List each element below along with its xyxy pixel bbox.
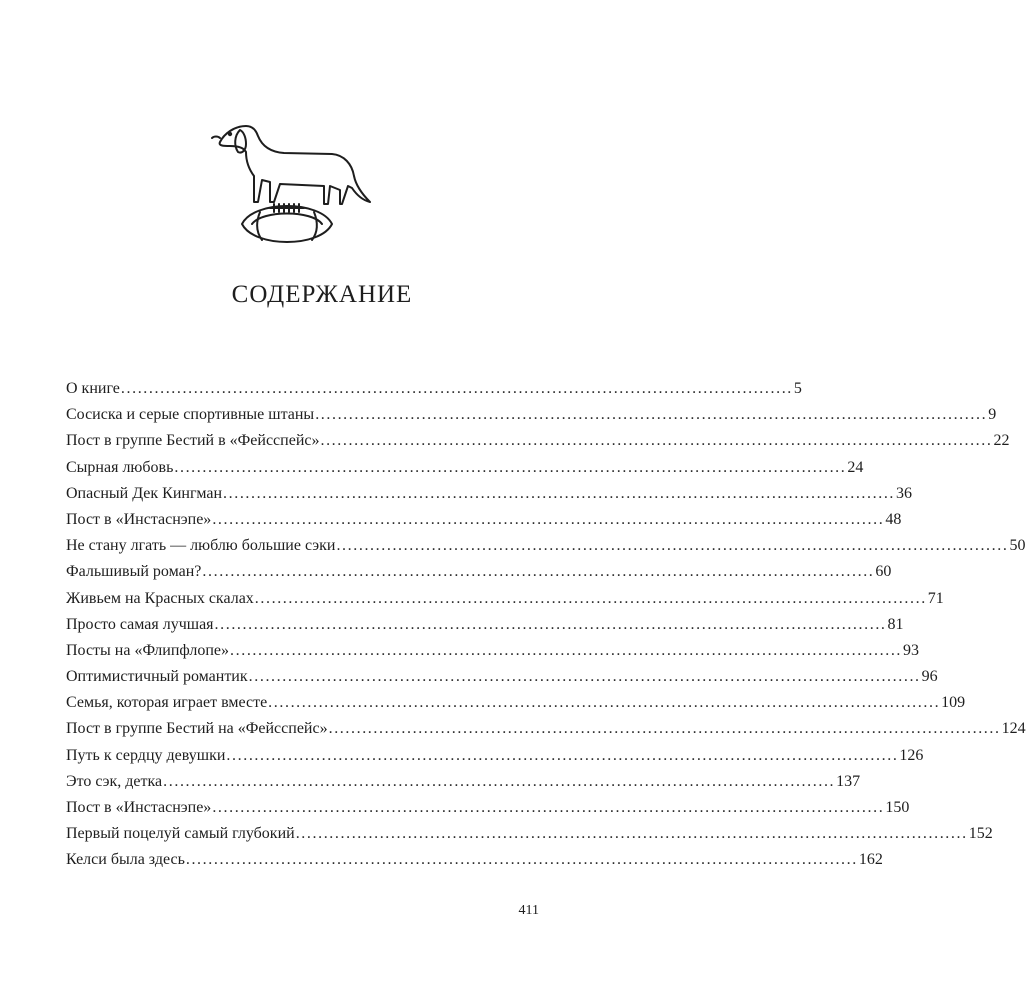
toc-dot-leader: ........................................................................................................................ — [212, 799, 885, 816]
toc-dot-leader: ........................................................................................................................ — [226, 746, 899, 764]
toc-entry-title: Семья, которая играет вместе — [66, 694, 268, 712]
toc-entry-page: 109 — [941, 694, 966, 712]
toc-entry[interactable] — [66, 769, 861, 795]
toc-entry-page: 60 — [875, 563, 892, 581]
toc-entry[interactable] — [66, 612, 904, 638]
toc-entry-title: Фальшивый роман? — [66, 563, 202, 581]
toc-entry-title: О книге — [66, 380, 120, 397]
toc-entry-title: Сосиска и серые спортивные штаны — [66, 406, 315, 424]
toc-entry[interactable] — [66, 690, 966, 716]
toc-dot-leader: ........................................................................................................................ — [230, 641, 903, 659]
toc-entry-title: Пост в «Инстаснэпе» — [66, 799, 212, 816]
toc-entry-title: Пост в группе Бестий в «Фейсспейс» — [66, 432, 320, 450]
page-title: СОДЕРЖАНИЕ — [231, 281, 413, 308]
toc-entry[interactable] — [66, 376, 802, 402]
toc-entry[interactable] — [66, 638, 920, 664]
toc-entry[interactable] — [66, 586, 944, 612]
toc-dot-leader: ........................................................................................................................ — [223, 484, 896, 502]
dachshund-on-football-icon — [204, 112, 370, 274]
toc-dot-leader: ........................................................................................................................ — [202, 563, 875, 581]
toc-entry[interactable] — [66, 559, 892, 585]
toc-entry-title: Сырная любовь — [66, 458, 174, 476]
toc-entry[interactable] — [66, 455, 864, 481]
toc-entry-page: 48 — [885, 510, 902, 528]
toc-dot-leader: ........................................................................................................................ — [320, 432, 993, 450]
toc-entry-page: 71 — [927, 589, 944, 607]
toc-dot-leader: ........................................................................................................................ — [336, 537, 1009, 555]
toc-entry-page: 81 — [887, 615, 904, 633]
toc-dot-leader: ........................................................................................................................ — [328, 720, 1001, 738]
toc-dot-leader: ........................................................................................................................ — [254, 589, 927, 607]
toc-entry-title: Пост в «Инстаснэпе» — [66, 510, 212, 528]
toc-entry-page: 93 — [903, 641, 920, 659]
toc-entry-page: 150 — [885, 799, 910, 816]
toc-entry[interactable] — [66, 743, 924, 769]
toc-dot-leader: ........................................................................................................................ — [248, 668, 921, 686]
toc-entry-title: Путь к сердцу девушки — [66, 746, 226, 764]
page-number: 411 — [518, 903, 539, 918]
toc-entry-page: 126 — [899, 746, 924, 764]
toc-entry-title: Это сэк, детка — [66, 772, 163, 790]
toc-entry-title: Просто самая лучшая — [66, 615, 214, 633]
toc-entry[interactable] — [66, 402, 997, 428]
toc-entry-page: 24 — [847, 458, 864, 476]
toc-dot-leader: ........................................................................................................................ — [295, 825, 968, 843]
toc-entry-page: 50 — [1009, 537, 1026, 555]
toc-entry[interactable] — [66, 428, 1010, 454]
toc-dot-leader: ........................................................................................................................ — [174, 458, 847, 476]
toc-entry-page: 5 — [793, 380, 802, 397]
toc-dot-leader: ........................................................................................................................ — [120, 380, 793, 397]
toc-entry[interactable] — [66, 533, 1026, 559]
toc-entry-page: 124 — [1001, 720, 1026, 738]
toc-entry-title: Живьем на Красных скалах — [66, 589, 254, 607]
toc-entry-page: 162 — [858, 851, 883, 869]
toc-dot-leader: ........................................................................................................................ — [212, 510, 885, 528]
toc-entry-title: Посты на «Флипфлопе» — [66, 641, 230, 659]
toc-dot-leader: ........................................................................................................................ — [214, 615, 887, 633]
toc-entry[interactable] — [66, 847, 883, 873]
toc-entry-page: 137 — [836, 772, 861, 790]
toc-entry[interactable] — [66, 507, 902, 533]
toc-entry[interactable] — [66, 716, 1026, 742]
toc-entry-title: Первый поцелуй самый глубокий — [66, 825, 295, 843]
toc-dot-leader: ........................................................................................................................ — [163, 772, 836, 790]
toc-entry-title: Опасный Дек Кингман — [66, 484, 223, 502]
toc-entry-title: Не стану лгать — люблю большие сэки — [66, 537, 336, 555]
toc-entry-page: 22 — [993, 432, 1010, 450]
toc-entry-page: 9 — [988, 406, 997, 424]
toc-dot-leader: ........................................................................................................................ — [315, 406, 988, 424]
toc-entry-page: 36 — [896, 484, 913, 502]
toc-entry[interactable] — [66, 821, 993, 847]
toc-entry-page: 152 — [968, 825, 993, 843]
toc-entry-title: Пост в группе Бестий на «Фейсспейс» — [66, 720, 328, 738]
toc-entry-title: Оптимистичный романтик — [66, 668, 248, 686]
toc-dot-leader: ........................................................................................................................ — [185, 851, 858, 869]
toc-dot-leader: ........................................................................................................................ — [268, 694, 941, 712]
toc-entry[interactable] — [66, 664, 938, 690]
toc-entry[interactable] — [66, 795, 910, 821]
toc-entry[interactable] — [66, 481, 913, 507]
toc-entry-title: Келси была здесь — [66, 851, 185, 869]
table-of-contents — [66, 376, 1026, 874]
toc-entry-page: 96 — [921, 668, 938, 686]
